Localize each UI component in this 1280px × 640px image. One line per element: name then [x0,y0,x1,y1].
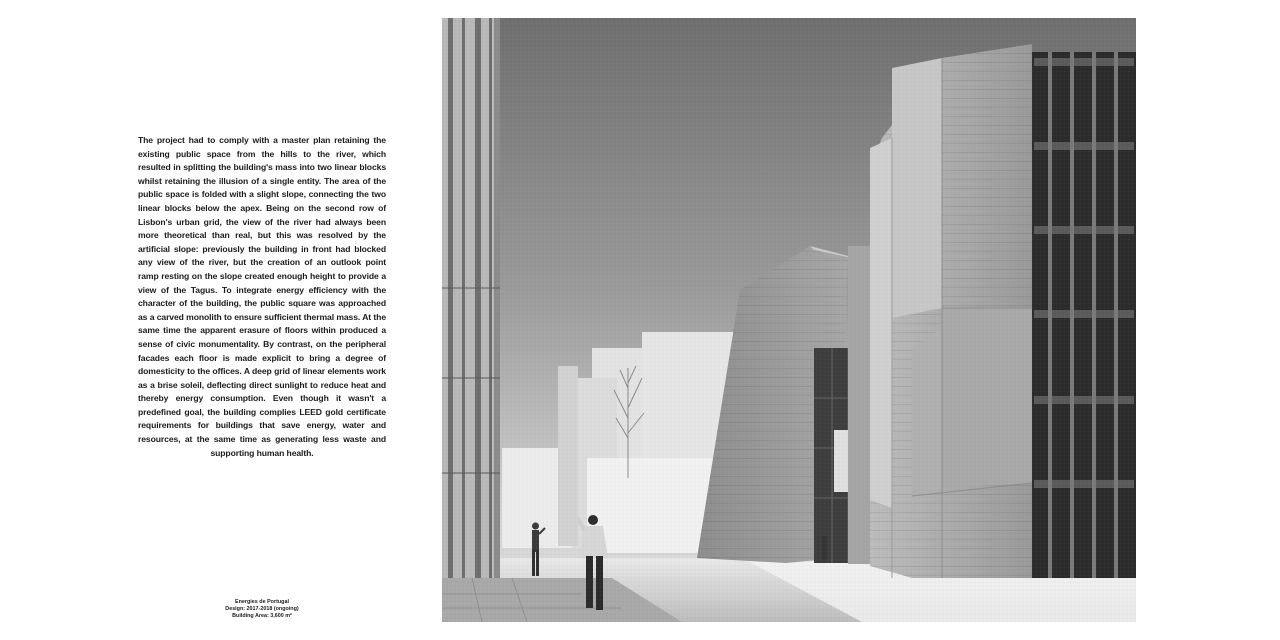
architectural-rendering [442,18,1136,622]
project-credits [200,599,324,620]
credit-building-area: Building Area: 3,600 m² [232,613,292,619]
credit-design-dates: Design: 2017-2018 (ongoing) [225,606,299,612]
project-description: The project had to comply with a master plan retaining the existing public space from the hills to the river, which resulted in splitting the building's mass into two linear blocks whilst retaining the illusion of a single entity. The area of the public space is folded with a slight slope, connecting the two linear blocks below the apex. Being on the second row of Lisbon's urban grid, the view of the river had always been more theoretical than real, but this was resolved by the artificial slope: previously the building in front had blocked any view of the river, but the creation of an outlook point ramp resting on the slope created enough height to provide a view of the Tagus. To integrate energy efficiency with the character of the building, the public square was approached as a carved monolith to ensure sufficient thermal mass. At the same time the apparent erasure of floors within produced a sense of civic monumentality. By contrast, on the peripheral facades each floor is made explicit to bring a degree of domesticity to the offices. A deep grid of linear elements work as a brise soleil, deflecting direct sunlight to reduce heat and thereby energy consumption. Even though it wasn't a predefined goal, the building complies LEED gold certificate requirements for buildings that save energy, water and resources, at the same time as generating less waste and supporting human health. [138,135,386,458]
credit-project-name: Energies de Portugal [235,599,289,605]
